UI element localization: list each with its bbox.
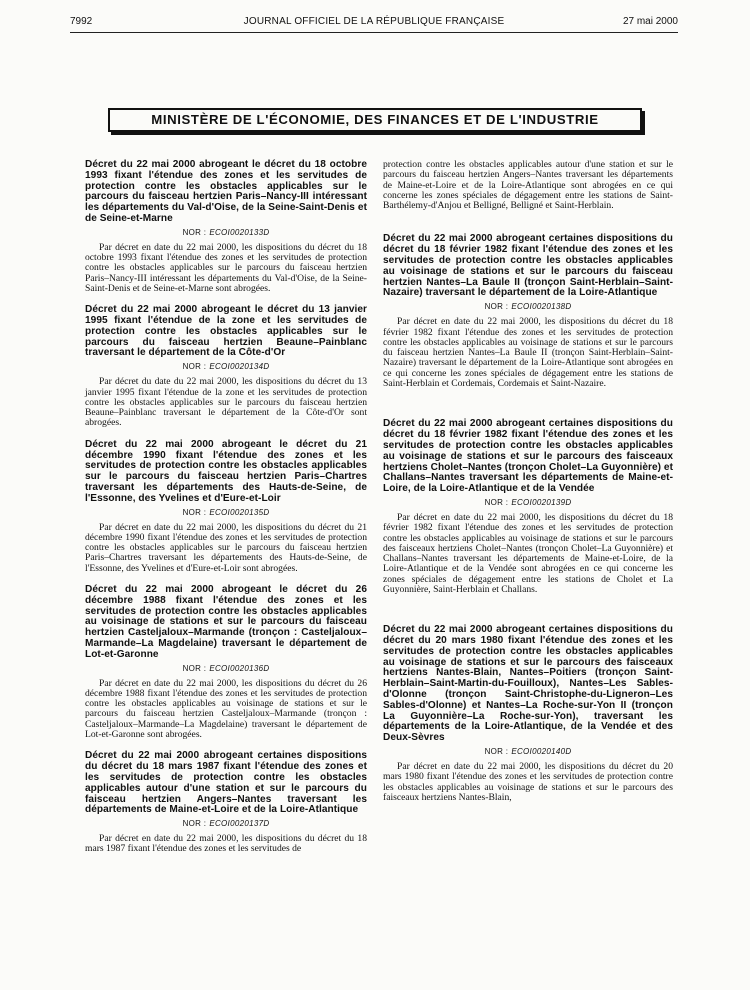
ministry-heading: MINISTÈRE DE L'ÉCONOMIE, DES FINANCES ET DE L'INDUSTRIE [108,108,642,132]
nor-reference [85,362,367,371]
decree-body: Par décret en date du 22 mai 2000, les dispositions du décret du 18 mars 1987 fixant l'étendue des zones et les servitudes de [85,833,367,855]
nor-reference [85,508,367,517]
right-column [383,160,673,990]
nor-code: ECOI0020138D [511,302,572,312]
nor-reference [85,228,367,237]
nor-code: ECOI0020140D [511,747,572,757]
decree-title: Décret du 22 mai 2000 abrogeant le décret du 26 décembre 1988 fixant l'étendue des zones et les servitudes de protection contre les obstacles applicables au voisinage de stations et sur le parcours du faisceau hertzien Casteljaloux–Marmande (tronçon : Casteljaloux–Marmande–La Magdelaine) traversant le département de Lot-et-Garonne [85,584,367,660]
decree-body: Par décret en date du 22 mai 2000, les dispositions du décret du 20 mars 1980 fixant l'étendue des zones et les servitudes de protection contre les obstacles applicables au voisinage de stations et sur le parcours des faisceaux hertziens Nantes-Blain, [383,761,673,803]
nor-code: ECOI0020134D [209,362,270,372]
decree-title: Décret du 22 mai 2000 abrogeant certaines dispositions du décret du 18 mars 1987 fixant l'étendue des zones et les servitudes de protection contre les obstacles applicables autour d'une station et sur le parcours du faisceau hertzien Angers–Nantes traversant les départements de Maine-et-Loire et de la Loire-Atlantique [85,750,367,816]
issue-date: 27 mai 2000 [622,16,678,27]
decree-body: Par décret en date du 22 mai 2000, les dispositions du décret du 26 décembre 1988 fixant l'étendue des zones et les servitudes de protection contre les obstacles applicables au voisinage de stations et sur le parcours du faisceau hertzien Casteljaloux–Marmande (tronçon : Casteljaloux–Marmande–La Magdelaine) traversant le département de Lot-et-Garonne sont abrogées. [85,677,367,741]
spacer [383,211,673,234]
nor-label: NOR : [182,507,207,517]
nor-code: ECOI0020133D [209,227,270,237]
decree-block [85,160,367,294]
decree-body-continued: protection contre les obstacles applicables autour d'une station et sur le parcours du faisceau hertzien Angers–Nantes traversant les départements de Maine-et-Loire et de la Loire-Atlantique sont abrogées en ce qui concerne les zones spéciales de dégagement entre les stations de Saint-Barthélemy-d'Anjou et Belligné, Belligné et Saint-Herblain. [383,159,673,212]
nor-reference [85,819,367,828]
decree-block [85,305,367,428]
decree-body: Par décret en date du 22 mai 2000, les dispositions du décret du 21 décembre 1990 fixant l'étendue des zones et les servitudes de protection contre les obstacles applicables sur le parcours du faisceau hertzien Paris–Chartres traversant les départements des Hauts-de-Seine, de l'Essonne, des Yvelines et d'Eure-et-Loir sont abrogées. [85,521,367,574]
nor-label: NOR : [182,663,207,673]
nor-label: NOR : [484,747,509,757]
decree-title: Décret du 22 mai 2000 abrogeant certaines dispositions du décret du 18 février 1982 fixant l'étendue des zones et les servitudes de protection contre les obstacles applicables au voisinage de stations et sur le parcours du faisceau hertzien Nantes–La Baule II (tronçon Saint-Herblain–Saint-Nazaire) traversant le département de la Loire-Atlantique [383,233,673,299]
nor-label: NOR : [182,227,207,237]
nor-reference [383,498,673,507]
nor-reference [85,664,367,673]
decree-body: Par décret en date du 22 mai 2000, les dispositions du décret du 18 février 1982 fixant l'étendue des zones et les servitudes de protection contre les obstacles applicables au voisinage de stations et sur le parcours du faisceau hertzien Nantes–La Baule II (tronçon Saint-Herblain–Saint-Nazaire) traversant le département de la Loire-Atlantique sont abrogées en ce qui concerne les zones spéciales de dégagement entre les stations de Saint-Herblain et Cordemais, Cordemais et Saint-Nazaire. [383,316,673,390]
nor-code: ECOI0020137D [209,819,270,829]
nor-label: NOR : [182,819,207,829]
nor-code: ECOI0020139D [511,497,572,507]
decree-block [85,585,367,740]
decree-block [85,751,367,854]
decree-body: Par décret du date du 22 mai 2000, les dispositions du décret du 13 janvier 1995 fixant l'étendue de la zone et les servitudes de protection contre les obstacles applicables sur le parcours du faisceau hertzien Beaune–Painblanc traversant le département de la Côte-d'Or sont abrogées. [85,376,367,429]
decree-block [85,440,367,574]
decree-block [383,625,673,803]
nor-label: NOR : [484,302,509,312]
left-column [85,160,367,990]
decree-title: Décret du 22 mai 2000 abrogeant le décret du 13 janvier 1995 fixant l'étendue de la zone et les servitudes de protection contre les obstacles applicables sur le parcours du faisceau hertzien Beaune–Painblanc traversant le département de la Côte-d'Or [85,304,367,359]
spacer [383,389,673,419]
nor-code: ECOI0020135D [209,507,270,517]
nor-reference [383,302,673,311]
decree-block [383,419,673,595]
spacer [383,595,673,625]
decree-title: Décret du 22 mai 2000 abrogeant le décret du 21 décembre 1990 fixant l'étendue des zones et les servitudes de protection contre les obstacles applicables sur le parcours du faisceau hertzien Paris–Chartres traversant les départements des Hauts-de-Seine, de l'Essonne, des Yvelines et d'Eure-et-Loir [85,438,367,504]
decree-body: Par décret en date du 22 mai 2000, les dispositions du décret du 18 octobre 1993 fixant l'étendue des zones et les servitudes de protection contre les obstacles applicables sur le parcours du faisceau hertzien Paris–Nancy-III intéressant les départements du Val-d'Oise, de la Seine-Saint-Denis et de Seine-et-Marne sont abrogées. [85,241,367,294]
journal-title: JOURNAL OFFICIEL DE LA RÉPUBLIQUE FRANÇAISE [243,16,505,27]
decree-body: Par décret en date du 22 mai 2000, les dispositions du décret du 18 février 1982 fixant l'étendue des zones et les servitudes de protection contre les obstacles applicables au voisinage de stations et sur le parcours des faisceaux hertziens Cholet–Nantes (tronçon Cholet–La Guyonnière) et Challans–Nantes traversant les départements de Maine-et-Loire, de la Loire-Atlantique et de la Vendée sont abrogées en ce qui concerne les zones spéciales de dégagement entre les stations de Cholet et La Guyonnière, Saint-Herblain et Challans. [383,511,673,595]
nor-label: NOR : [182,362,207,372]
nor-code: ECOI0020136D [209,663,270,673]
decree-block [383,234,673,389]
running-header [70,16,678,33]
nor-label: NOR : [484,497,509,507]
nor-reference [383,747,673,756]
decree-title: Décret du 22 mai 2000 abrogeant le décret du 18 octobre 1993 fixant l'étendue des zones et les servitudes de protection contre les obstacles applicables sur le parcours du faisceau hertzien Paris–Nancy-III intéressant les départements du Val-d'Oise, de la Seine-Saint-Denis et de Seine-et-Marne [85,159,367,224]
decree-title: Décret du 22 mai 2000 abrogeant certaines dispositions du décret du 18 février 1982 fixant l'étendue des zones et les servitudes de protection contre les obstacles applicables au voisinage de stations et sur le parcours des faisceaux hertziens Cholet–Nantes (tronçon Cholet–La Guyonnière) et Challans–Nantes traversant les départements de Maine-et-Loire, de la Loire-Atlantique et de la Vendée [383,418,673,495]
decree-title: Décret du 22 mai 2000 abrogeant certaines dispositions du décret du 20 mars 1980 fixant l'étendue des zones et les servitudes de protection contre les obstacles applicables au voisinage de stations et sur le parcours des faisceaux hertziens Nantes-Blain, Nantes–Poitiers (tronçon Saint-Herblain–Saint-Martin-du-Fouilloux), Nantes–Les Sables-d'Olonne (tronçon Saint-Christophe-du-Ligneron–Les Sables-d'Olonne) et Nantes–La Roche-sur-Yon II (tronçon La Guyonnière–La Roche-sur-Yon), traversant les départements de la Loire-Atlantique, de la Vendée et des Deux-Sèvres [383,624,673,744]
page-number: 7992 [70,16,93,27]
